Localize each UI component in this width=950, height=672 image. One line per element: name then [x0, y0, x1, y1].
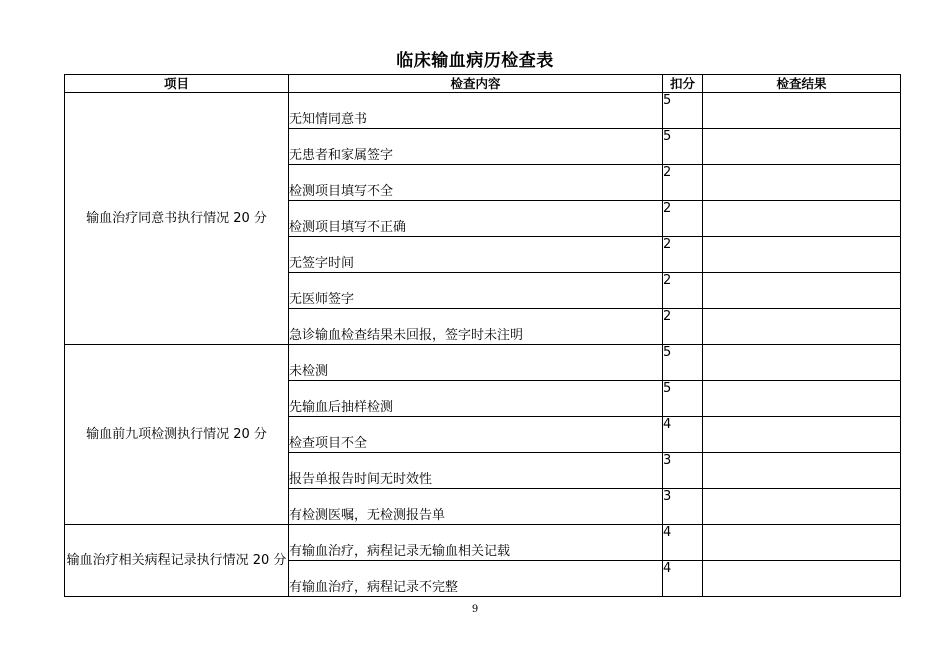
result-cell[interactable]: [703, 273, 901, 309]
result-cell[interactable]: [703, 525, 901, 561]
check-content: 无知情同意书: [289, 93, 663, 129]
check-content: 检测项目填写不正确: [289, 201, 663, 237]
result-cell[interactable]: [703, 165, 901, 201]
check-content: 先输血后抽样检测: [289, 381, 663, 417]
table-row: [65, 93, 901, 129]
table-row: [65, 525, 901, 561]
deduct-points: 5: [663, 93, 703, 129]
header-item: 项目: [65, 75, 289, 93]
check-content: 检测项目填写不全: [289, 165, 663, 201]
header-result: 检查结果: [703, 75, 901, 93]
check-content: 未检测: [289, 345, 663, 381]
header-content: 检查内容: [289, 75, 663, 93]
deduct-points: 3: [663, 453, 703, 489]
result-cell[interactable]: [703, 489, 901, 525]
result-cell[interactable]: [703, 453, 901, 489]
document-title: 临床输血病历检查表: [396, 51, 554, 71]
page-number: 9: [471, 604, 479, 615]
deduct-points: 3: [663, 489, 703, 525]
deduct-points: 2: [663, 201, 703, 237]
deduct-points: 4: [663, 561, 703, 597]
table-header-row: [65, 75, 901, 93]
section-label: 输血治疗相关病程记录执行情况 20 分: [65, 525, 289, 597]
header-deduct: 扣分: [663, 75, 703, 93]
deduct-points: 5: [663, 381, 703, 417]
deduct-points: 4: [663, 525, 703, 561]
deduct-points: 5: [663, 129, 703, 165]
deduct-points: 2: [663, 237, 703, 273]
check-content: 有输血治疗，病程记录无输血相关记载: [289, 525, 663, 561]
result-cell[interactable]: [703, 93, 901, 129]
deduct-points: 4: [663, 417, 703, 453]
check-content: 报告单报告时间无时效性: [289, 453, 663, 489]
result-cell[interactable]: [703, 417, 901, 453]
check-content: 无医师签字: [289, 273, 663, 309]
check-content: 有检测医嘱，无检测报告单: [289, 489, 663, 525]
check-content: 无签字时间: [289, 237, 663, 273]
result-cell[interactable]: [703, 129, 901, 165]
check-content: 有输血治疗，病程记录不完整: [289, 561, 663, 597]
check-content: 无患者和家属签字: [289, 129, 663, 165]
deduct-points: 5: [663, 345, 703, 381]
result-cell[interactable]: [703, 309, 901, 345]
deduct-points: 2: [663, 273, 703, 309]
result-cell[interactable]: [703, 201, 901, 237]
result-cell[interactable]: [703, 561, 901, 597]
check-content: 急诊输血检查结果未回报，签字时未注明: [289, 309, 663, 345]
check-content: 检查项目不全: [289, 417, 663, 453]
deduct-points: 2: [663, 165, 703, 201]
result-cell[interactable]: [703, 381, 901, 417]
result-cell[interactable]: [703, 345, 901, 381]
result-cell[interactable]: [703, 237, 901, 273]
deduct-points: 2: [663, 309, 703, 345]
inspection-table: [64, 74, 901, 597]
table-row: [65, 345, 901, 381]
section-label: 输血前九项检测执行情况 20 分: [65, 345, 289, 525]
section-label: 输血治疗同意书执行情况 20 分: [65, 93, 289, 345]
